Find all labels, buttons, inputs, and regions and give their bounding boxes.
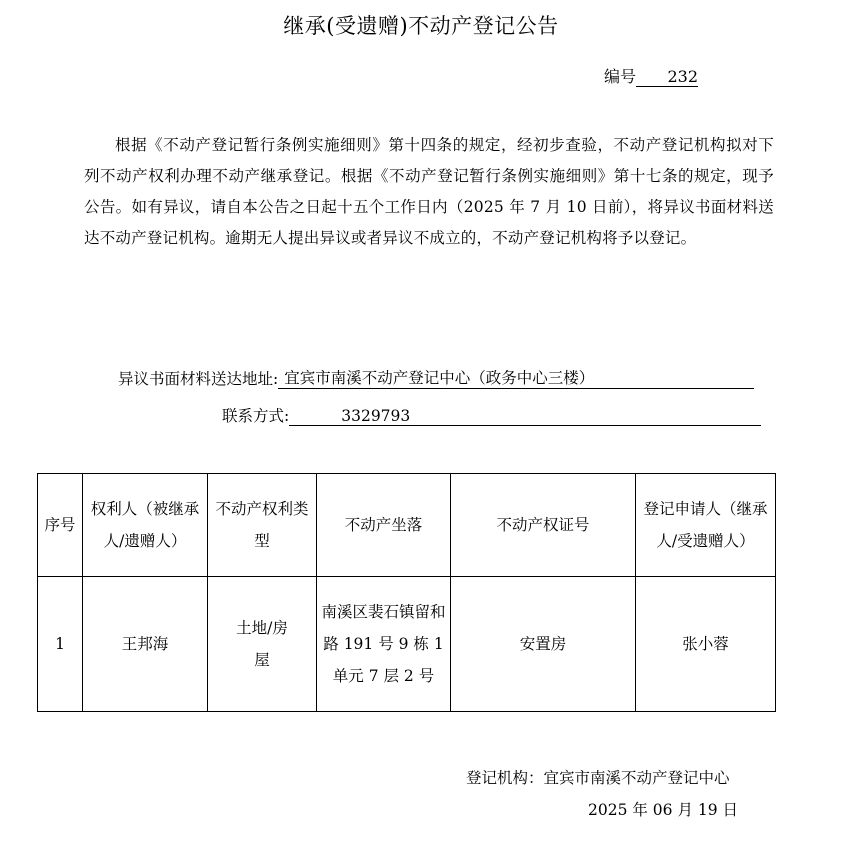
registration-table (37, 473, 776, 712)
header-right-type: 不动产权利类型 (208, 474, 317, 577)
serial-number (604, 64, 698, 87)
header-location: 不动产坐落 (317, 474, 451, 577)
serial-value: 232 (636, 67, 698, 87)
page-title: 继承(受遗赠)不动产登记公告 (283, 14, 559, 38)
table-row (38, 577, 776, 712)
notice-date: 2025 年 06 月 19 日 (588, 801, 739, 819)
table-header-row (38, 474, 776, 577)
objection-address-label: 异议书面材料送达地址: (118, 370, 279, 388)
serial-label: 编号 (604, 67, 637, 86)
cell-owner: 王邦海 (83, 577, 208, 712)
header-cert-no: 不动产权证号 (451, 474, 636, 577)
contact-row (222, 404, 761, 426)
cell-location: 南溪区裴石镇留和路 191 号 9 栋 1 单元 7 层 2 号 (317, 577, 451, 712)
objection-address-row (118, 366, 754, 389)
header-applicant: 登记申请人（继承人/受遗赠人） (636, 474, 776, 577)
cell-index: 1 (38, 577, 83, 712)
cell-applicant: 张小蓉 (636, 577, 776, 712)
contact-value: 3329793 (289, 407, 761, 426)
header-index: 序号 (38, 474, 83, 577)
objection-address-value: 宜宾市南溪不动产登记中心（政务中心三楼） (278, 366, 754, 389)
registration-org: 登记机构：宜宾市南溪不动产登记中心 (466, 769, 730, 787)
header-owner: 权利人（被继承人/遗赠人） (83, 474, 208, 577)
notice-body: 根据《不动产登记暂行条例实施细则》第十四条的规定，经初步查验，不动产登记机构拟对下列不动产权利办理不动产继承登记。根据《不动产登记暂行条例实施细则》第十七条的规定，现予公告。如有异议，请自本公告之日起十五个工作日内（2025 年 7 月 10 日前），将异议书面材料送达不动产登记机构。逾期无人提出异议或者异议不成立的，不动产登记机构将予以登记。 (84, 136, 774, 247)
contact-label: 联系方式: (222, 407, 290, 425)
cell-cert-no: 安置房 (451, 577, 636, 712)
cell-right-type: 土地/房屋 (208, 577, 317, 712)
